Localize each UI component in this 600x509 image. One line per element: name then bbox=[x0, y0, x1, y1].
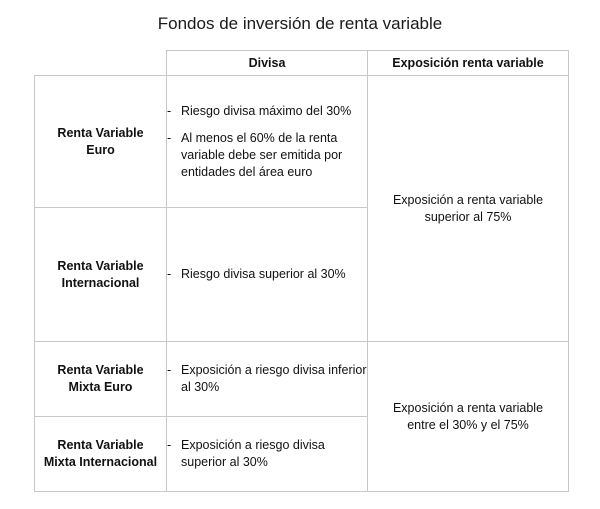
exposicion-cell-group-2: Exposición a renta variable entre el 30% y el 75% bbox=[368, 342, 569, 492]
header-row bbox=[35, 51, 569, 76]
dash-bullet: - bbox=[167, 103, 172, 118]
bullet-item: - Riesgo divisa máximo del 30% bbox=[167, 103, 352, 118]
bullet-item: - Exposición a riesgo divisa inferior al 30% bbox=[167, 363, 367, 394]
divisa-cell bbox=[167, 342, 368, 417]
funds-table bbox=[34, 50, 569, 492]
row-label-renta-variable-mixta-euro: Renta Variable Mixta Euro bbox=[35, 342, 167, 417]
divisa-cell bbox=[167, 417, 368, 492]
table-row bbox=[35, 342, 569, 417]
row-label-renta-variable-euro: Renta Variable Euro bbox=[35, 76, 167, 208]
header-blank-cell bbox=[35, 51, 167, 76]
exposicion-cell-group-1: Exposición a renta variable superior al 75% bbox=[368, 76, 569, 342]
page-title: Fondos de inversión de renta variable bbox=[157, 14, 443, 33]
header-exposicion: Exposición renta variable bbox=[368, 51, 569, 76]
bullet-item: - Riesgo divisa superior al 30% bbox=[167, 267, 346, 281]
row-label-renta-variable-mixta-internacional: Renta Variable Mixta Internacional bbox=[35, 417, 167, 492]
row-label-renta-variable-internacional: Renta Variable Internacional bbox=[35, 208, 167, 342]
divisa-cell bbox=[167, 76, 368, 208]
bullet-item: - Al menos el 60% de la renta variable debe ser emitida por entidades del área euro bbox=[167, 130, 343, 179]
dash-bullet: - bbox=[167, 267, 172, 281]
table-row bbox=[35, 76, 569, 208]
header-divisa: Divisa bbox=[167, 51, 368, 76]
dash-bullet: - bbox=[167, 130, 172, 145]
bullet-item: - Exposición a riesgo divisa superior al 30% bbox=[167, 438, 325, 469]
divisa-cell bbox=[167, 208, 368, 342]
dash-bullet: - bbox=[167, 438, 172, 452]
dash-bullet: - bbox=[167, 363, 172, 377]
